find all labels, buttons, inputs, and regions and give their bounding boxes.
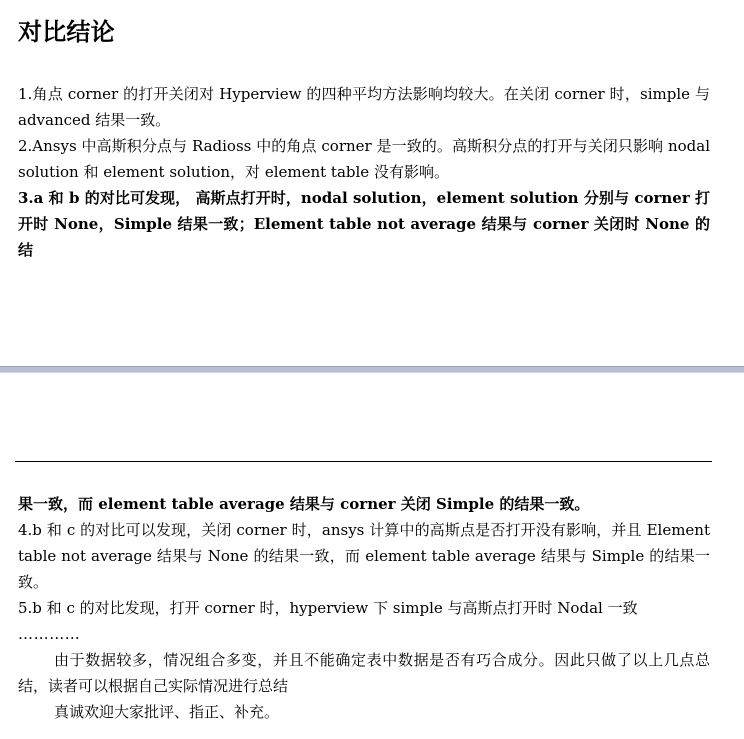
header-divider [15,461,712,462]
paragraph-conclusion-3: 3.a 和 b 的对比可发现， 高斯点打开时，nodal solution，element solution 分别与 corner 打开时 None，Simple 结果一致；Element table not average 结果与 corner 关闭时 None 的结 [18,189,710,259]
summary-paragraph: 由于数据较多，情况组合多变，并且不能确定表中数据是否有巧合成分。因此只做了以上几点总结，读者可以根据自己实际情况进行总结 [18,651,710,695]
conclusion-section-page-1 [18,81,710,263]
page-title: 对比结论 [18,18,115,46]
paragraph-conclusion-2: 2.Ansys 中高斯积分点与 Radioss 中的角点 corner 是一致的。高斯积分点的打开与关闭只影响 nodal solution 和 element solution，对 element table 没有影响。 [18,137,710,181]
document-page-1 [0,0,744,366]
conclusion-section-page-2 [18,491,710,725]
document-page-2 [0,373,744,739]
paragraph-conclusion-4: 4.b 和 c 的对比可以发现，关闭 corner 时，ansys 计算中的高斯点是否打开没有影响，并且 Element table not average 结果与 None 的结果一致，而 element table average 结果与 Simple 的结果一致。 [18,521,710,591]
closing-paragraph: 真诚欢迎大家批评、指正、补充。 [54,703,280,721]
paragraph-conclusion-3-continued: 果一致，而 element table average 结果与 corner 关闭 Simple 的结果一致。 [18,495,590,513]
paragraph-conclusion-5: 5.b 和 c 的对比发现，打开 corner 时，hyperview 下 simple 与高斯点打开时 Nodal 一致 [18,599,638,617]
paragraph-conclusion-1: 1.角点 corner 的打开关闭对 Hyperview 的四种平均方法影响均较大。在关闭 corner 时，simple 与 advanced 结果一致。 [18,85,710,129]
page-separator [0,366,744,373]
ellipsis-line: ………… [18,625,81,643]
